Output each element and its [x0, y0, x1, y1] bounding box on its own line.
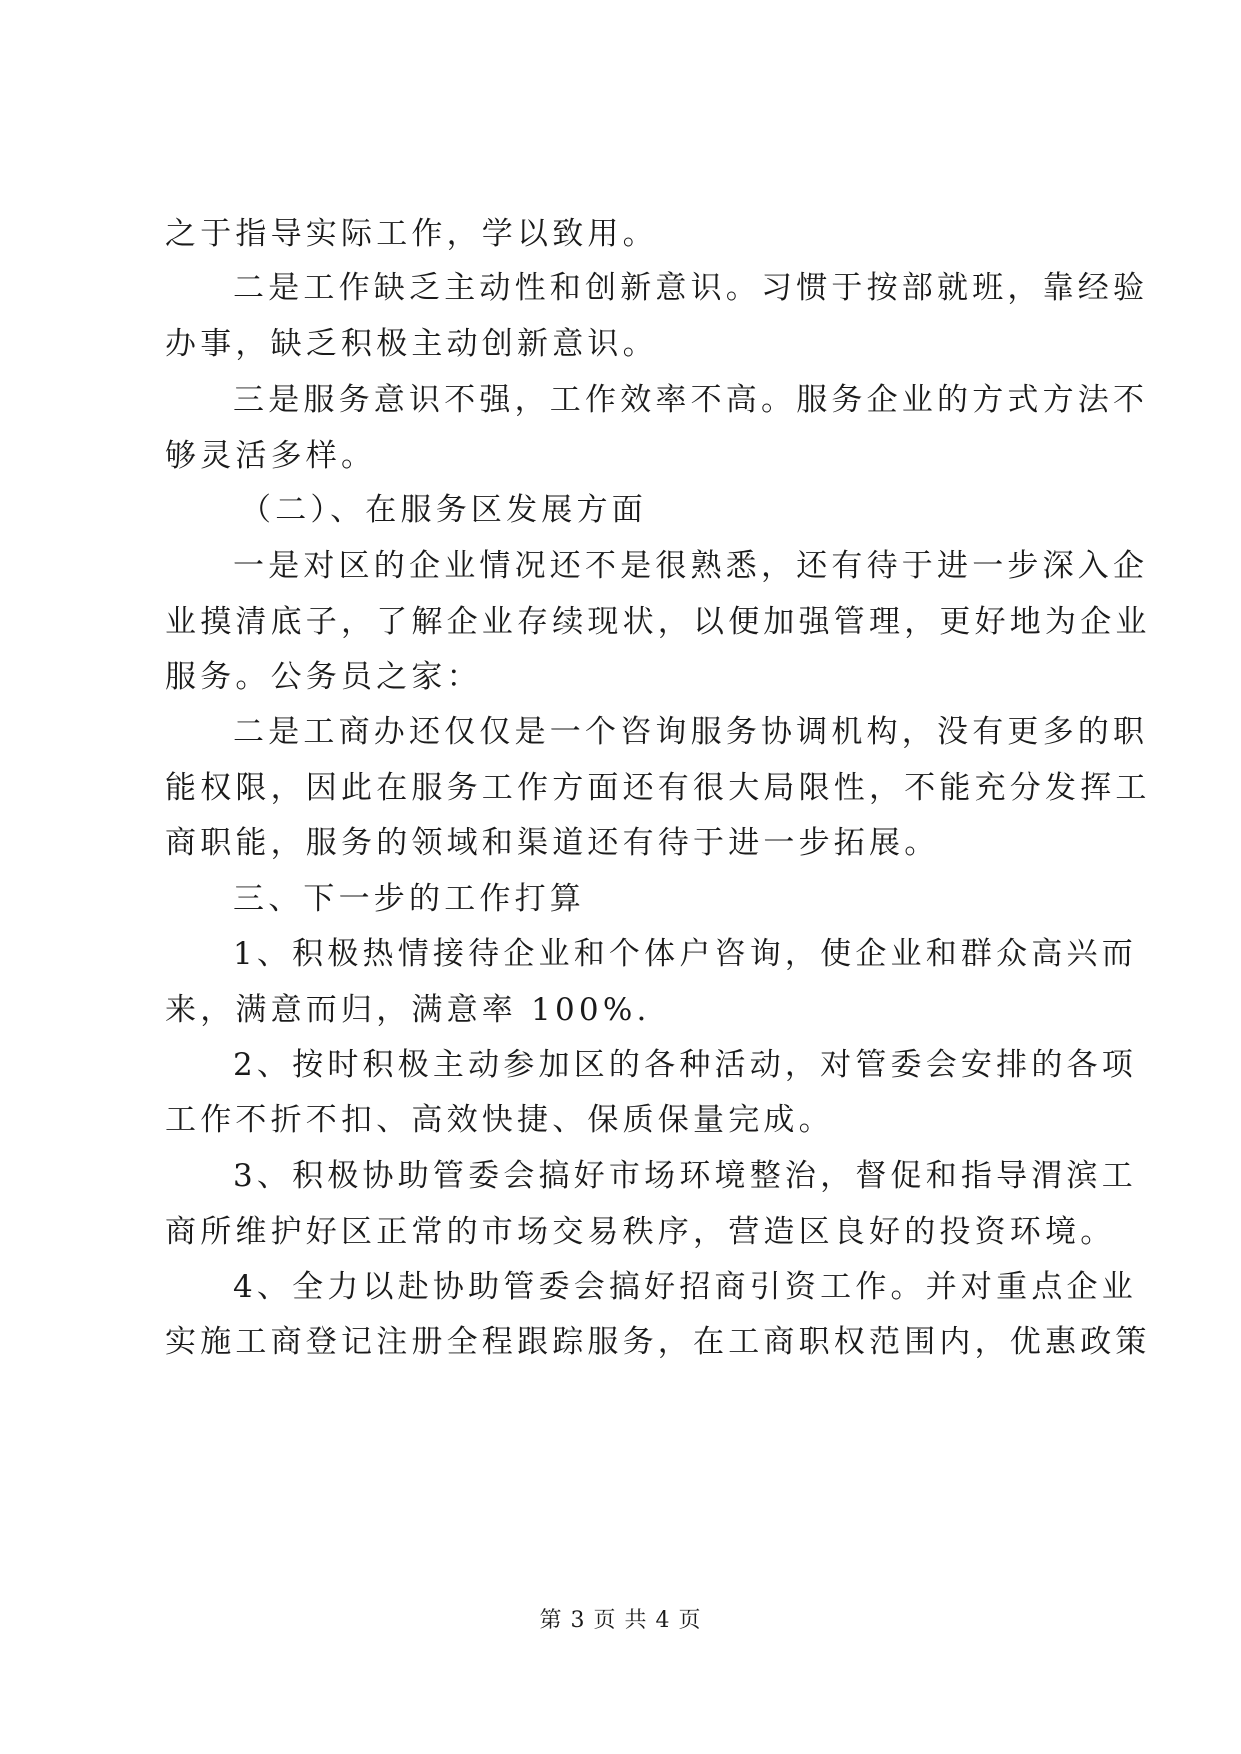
- text-line: 业摸清底子，了解企业存续现状，以便加强管理，更好地为企业: [165, 604, 1151, 640]
- list-item: 2、按时积极主动参加区的各种活动，对管委会安排的各项: [233, 1047, 1137, 1083]
- text-line: 三是服务意识不强，工作效率不高。服务企业的方式方法不: [233, 382, 1149, 418]
- list-item: 4、全力以赴协助管委会搞好招商引资工作。并对重点企业: [233, 1269, 1137, 1305]
- text-line: 服务。公务员之家：: [165, 659, 482, 695]
- text-line: 办事，缺乏积极主动创新意识。: [165, 326, 658, 362]
- page-number-footer: 第 3 页 共 4 页: [539, 1608, 702, 1633]
- section-heading: （二）、在服务区发展方面: [240, 492, 647, 528]
- text-line: 商所维护好区正常的市场交易秩序，营造区良好的投资环境。: [165, 1214, 1116, 1250]
- text-line: 商职能，服务的领域和渠道还有待于进一步拓展。: [165, 825, 940, 861]
- text-line: 来，满意而归，满意率 100%.: [165, 992, 651, 1028]
- text-line: 二是工作缺乏主动性和创新意识。习惯于按部就班，靠经验: [233, 270, 1149, 306]
- text-line: 一是对区的企业情况还不是很熟悉，还有待于进一步深入企: [233, 548, 1149, 584]
- list-item: 3、积极协助管委会搞好市场环境整治，督促和指导渭滨工: [233, 1158, 1137, 1194]
- text-line: 够灵活多样。: [165, 438, 377, 474]
- text-line: 二是工商办还仅仅是一个咨询服务协调机构，没有更多的职: [233, 714, 1149, 750]
- section-heading: 三、下一步的工作打算: [233, 881, 585, 917]
- list-item: 1、积极热情接待企业和个体户咨询，使企业和群众高兴而: [233, 936, 1137, 972]
- text-line: 之于指导实际工作，学以致用。: [165, 216, 658, 252]
- text-line: 工作不折不扣、高效快捷、保质保量完成。: [165, 1102, 834, 1138]
- text-line: 能权限，因此在服务工作方面还有很大局限性，不能充分发挥工: [165, 770, 1151, 806]
- text-line: 实施工商登记注册全程跟踪服务，在工商职权范围内，优惠政策: [165, 1324, 1151, 1360]
